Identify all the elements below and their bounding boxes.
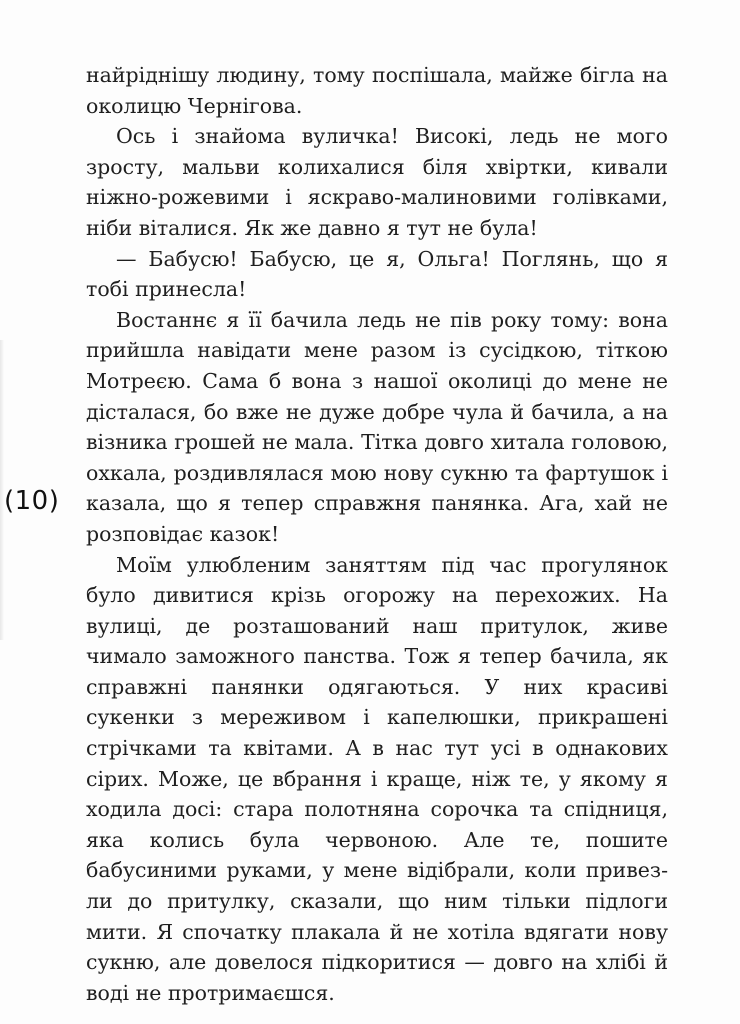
paragraph-5: Моїм улюбленим заняттям під час прогулянок було дивитися крізь огорожу на перехожих. На вулиці, де розташований наш притулок, живе чимало заможного панства. Тож я тепер бачила, як справжні панянки одягаються. У них красиві сукенки з мереживом і капелюшки, прикрашені стрічками та квітами. А в нас тут усі в однакових сірих. Може, це вбрання і краще, ніж те, у якому я ходила досі: стара полотняна сорочка та спідниця, яка колись була червоною. Але те, пошите бабусиними руками, у мене відібрали, коли привезли до притулку, сказали, що ним тільки підлоги мити. Я спочатку плакала й не хотіла вдягати нову сукню, але довелося підкоритися — довго на хлібі й воді не протримаєшся.: [86, 552, 668, 1005]
paragraph-1: найріднішу людину, тому поспішала, майже бігла на околицю Чернігова.: [86, 63, 668, 118]
text-column: [86, 60, 668, 1008]
line-number-marker: (10): [4, 486, 60, 516]
paragraph-2: Ось і знайома вуличка! Високі, ледь не мого зросту, мальви колихалися біля хвіртки, кивали ніжно-рожевими і яскраво-малиновими голівками, ніби віталися. Як же давно я тут не була!: [86, 124, 668, 240]
paragraph-4: Востаннє я її бачила ледь не пів року тому: вона прийшла навідати мене разом із сусідкою, тіткою Мотреєю. Сама б вона з нашої околиці до мене не дісталася, бо вже не дуже добре чула й бачила, а на візника грошей не мала. Тітка довго хитала головою, охкала, роздивлялася мою нову сукню та фартушок і казала, що я тепер справжня панянка. Ага, хай не розповідає казок!: [86, 307, 668, 546]
paragraph-3: — Бабусю! Бабусю, це я, Ольга! Поглянь, що я тобі принесла!: [86, 246, 668, 302]
